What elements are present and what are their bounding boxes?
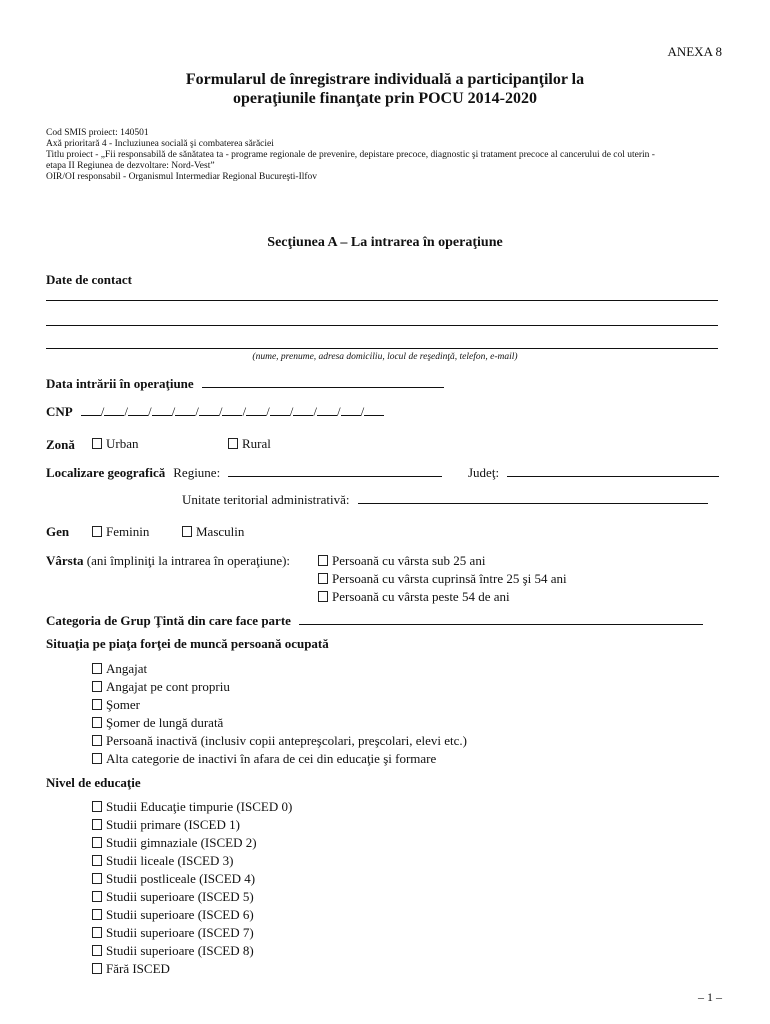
labor-option[interactable]: Persoană inactivă (inclusiv copii antepreşcolari, preşcolari, elevi etc.) xyxy=(92,732,467,750)
checkbox-icon[interactable] xyxy=(92,945,102,956)
labor-label: Situaţia pe piaţa forţei de muncă persoană ocupată xyxy=(46,636,329,651)
checkbox-icon[interactable] xyxy=(92,891,102,902)
project-title: Titlu proiect - „Fii responsabilă de sănătatea ta - programe regionale de prevenire, depistare precoce, diagnostic şi tratament precoce al cancerului de col uterin - xyxy=(46,150,655,160)
cnp-digit-field[interactable] xyxy=(81,404,101,416)
form-title-line1: Formularul de înregistrare individuală a participanţilor la xyxy=(185,71,585,88)
geo-row xyxy=(46,464,442,482)
education-option[interactable]: Studii postliceale (ISCED 4) xyxy=(92,870,292,888)
checkbox-icon[interactable] xyxy=(92,963,102,974)
cnp-separator: / xyxy=(171,404,176,419)
contact-line-3[interactable] xyxy=(46,348,718,349)
responsible-body: OIR/OI responsabil - Organismul Intermediar Regional Bucureşti-Ilfov xyxy=(46,172,318,182)
checkbox-icon[interactable] xyxy=(92,873,102,884)
education-option[interactable]: Studii superioare (ISCED 8) xyxy=(92,942,292,960)
cnp-separator: / xyxy=(124,404,128,419)
zone-row xyxy=(46,436,75,454)
cnp-digit-field[interactable] xyxy=(104,404,124,416)
checkbox-icon[interactable] xyxy=(228,438,238,449)
cnp-digit-field[interactable] xyxy=(270,404,290,416)
education-option[interactable]: Studii gimnaziale (ISCED 2) xyxy=(92,834,292,852)
entry-date-row xyxy=(46,375,444,393)
contact-line-2[interactable] xyxy=(46,325,718,326)
age-label: Vârsta (ani împliniţi la intrarea în operaţiune): xyxy=(46,553,291,568)
checkbox-icon[interactable] xyxy=(318,555,328,566)
checkbox-icon[interactable] xyxy=(182,526,192,537)
cnp-digit-field[interactable] xyxy=(293,404,313,416)
cnp-digit-field[interactable] xyxy=(199,404,219,416)
zone-option-rural[interactable]: Rural xyxy=(228,436,271,452)
cnp-separator: / xyxy=(218,404,223,419)
checkbox-icon[interactable] xyxy=(92,819,102,830)
cnp-label: CNP xyxy=(46,404,73,419)
checkbox-icon[interactable] xyxy=(92,801,102,812)
uat-row xyxy=(182,491,708,509)
checkbox-icon[interactable] xyxy=(92,681,102,692)
gender-option-masculin[interactable]: Masculin xyxy=(182,524,244,540)
county-label: Judeţ: xyxy=(468,465,500,480)
cnp-separator: / xyxy=(147,404,152,419)
checkbox-icon[interactable] xyxy=(92,735,102,746)
education-label: Nivel de educaţie xyxy=(46,775,141,790)
checkbox-icon[interactable] xyxy=(92,909,102,920)
region-field[interactable] xyxy=(228,465,442,477)
checkbox-icon[interactable] xyxy=(92,717,102,728)
geo-label: Localizare geografică xyxy=(46,465,166,480)
cnp-separator: / xyxy=(336,404,341,419)
zone-label: Zonă xyxy=(46,437,75,452)
checkbox-icon[interactable] xyxy=(92,438,102,449)
education-option[interactable]: Fără ISCED xyxy=(92,960,292,978)
checkbox-icon[interactable] xyxy=(92,927,102,938)
cnp-digit-field[interactable] xyxy=(152,404,172,416)
cnp-separator: / xyxy=(360,404,365,419)
labor-option[interactable]: Angajat xyxy=(92,660,467,678)
cnp-digit-field[interactable] xyxy=(364,404,384,416)
cnp-separator: / xyxy=(313,404,317,419)
smis-code: Cod SMIS proiect: 140501 xyxy=(46,128,149,138)
checkbox-icon[interactable] xyxy=(92,526,102,537)
education-option[interactable]: Studii primare (ISCED 1) xyxy=(92,816,292,834)
uat-field[interactable] xyxy=(358,492,708,504)
cnp-separator: / xyxy=(242,404,247,419)
project-meta xyxy=(46,128,655,183)
labor-option[interactable]: Şomer de lungă durată xyxy=(92,714,467,732)
education-options xyxy=(92,798,292,978)
cnp-fields xyxy=(77,403,385,420)
cnp-separator: / xyxy=(100,404,105,419)
checkbox-icon[interactable] xyxy=(92,663,102,674)
target-group-label: Categoria de Grup Ţintă din care face parte xyxy=(46,613,291,628)
education-option[interactable]: Studii superioare (ISCED 7) xyxy=(92,924,292,942)
entry-date-field[interactable] xyxy=(202,376,444,388)
region-label: Regiune: xyxy=(173,465,221,480)
entry-date-label: Data intrării în operaţiune xyxy=(46,376,194,391)
contact-label: Date de contact xyxy=(46,272,132,287)
county-row xyxy=(468,464,719,482)
cnp-digit-field[interactable] xyxy=(175,404,195,416)
county-field[interactable] xyxy=(507,465,719,477)
form-title xyxy=(0,70,770,108)
education-option[interactable]: Studii Educaţie timpurie (ISCED 0) xyxy=(92,798,292,816)
contact-caption: (nume, prenume, adresa domiciliu, locul de reşedinţă, telefon, e-mail) xyxy=(252,352,518,362)
checkbox-icon[interactable] xyxy=(318,573,328,584)
cnp-digit-field[interactable] xyxy=(222,404,242,416)
labor-options xyxy=(92,660,467,768)
cnp-digit-field[interactable] xyxy=(341,404,361,416)
education-option[interactable]: Studii superioare (ISCED 5) xyxy=(92,888,292,906)
cnp-digit-field[interactable] xyxy=(246,404,266,416)
labor-option[interactable]: Şomer xyxy=(92,696,467,714)
checkbox-icon[interactable] xyxy=(92,699,102,710)
age-option[interactable]: Persoană cu vârsta sub 25 ani xyxy=(318,552,567,570)
labor-option[interactable]: Angajat pe cont propriu xyxy=(92,678,467,696)
priority-axis: Axă prioritară 4 - Incluziunea socială şi combaterea sărăciei xyxy=(46,139,274,149)
page-number: – 1 – xyxy=(698,990,722,1004)
checkbox-icon[interactable] xyxy=(92,753,102,764)
gender-option-feminin[interactable]: Feminin xyxy=(92,524,149,540)
gender-label: Gen xyxy=(46,524,70,539)
target-group-row xyxy=(46,612,703,630)
cnp-row xyxy=(46,403,384,421)
project-title-cont: etapa II Regiunea de dezvoltare: Nord-Vest” xyxy=(46,161,215,171)
contact-line-1[interactable] xyxy=(46,300,718,301)
cnp-digit-field[interactable] xyxy=(317,404,337,416)
age-option[interactable]: Persoană cu vârsta cuprinsă între 25 şi 54 ani xyxy=(318,570,567,588)
cnp-digit-field[interactable] xyxy=(128,404,148,416)
checkbox-icon[interactable] xyxy=(92,837,102,848)
section-title: Secţiunea A – La intrarea în operaţiune xyxy=(267,235,503,250)
target-group-field[interactable] xyxy=(299,613,703,625)
labor-option[interactable]: Alta categorie de inactivi în afara de cei din educaţie şi formare xyxy=(92,750,467,768)
checkbox-icon[interactable] xyxy=(318,591,328,602)
age-option[interactable]: Persoană cu vârsta peste 54 de ani xyxy=(318,588,567,606)
annex-label: ANEXA 8 xyxy=(667,44,722,59)
education-option[interactable]: Studii superioare (ISCED 6) xyxy=(92,906,292,924)
age-options xyxy=(318,552,567,606)
cnp-separator: / xyxy=(289,404,294,419)
zone-option-urban[interactable]: Urban xyxy=(92,436,139,452)
uat-label: Unitate teritorial administrativă: xyxy=(182,492,350,507)
checkbox-icon[interactable] xyxy=(92,855,102,866)
cnp-separator: / xyxy=(195,404,199,419)
cnp-separator: / xyxy=(266,404,270,419)
education-option[interactable]: Studii liceale (ISCED 3) xyxy=(92,852,292,870)
form-title-line2: operaţiunile finanţate prin POCU 2014-2020 xyxy=(233,90,537,107)
